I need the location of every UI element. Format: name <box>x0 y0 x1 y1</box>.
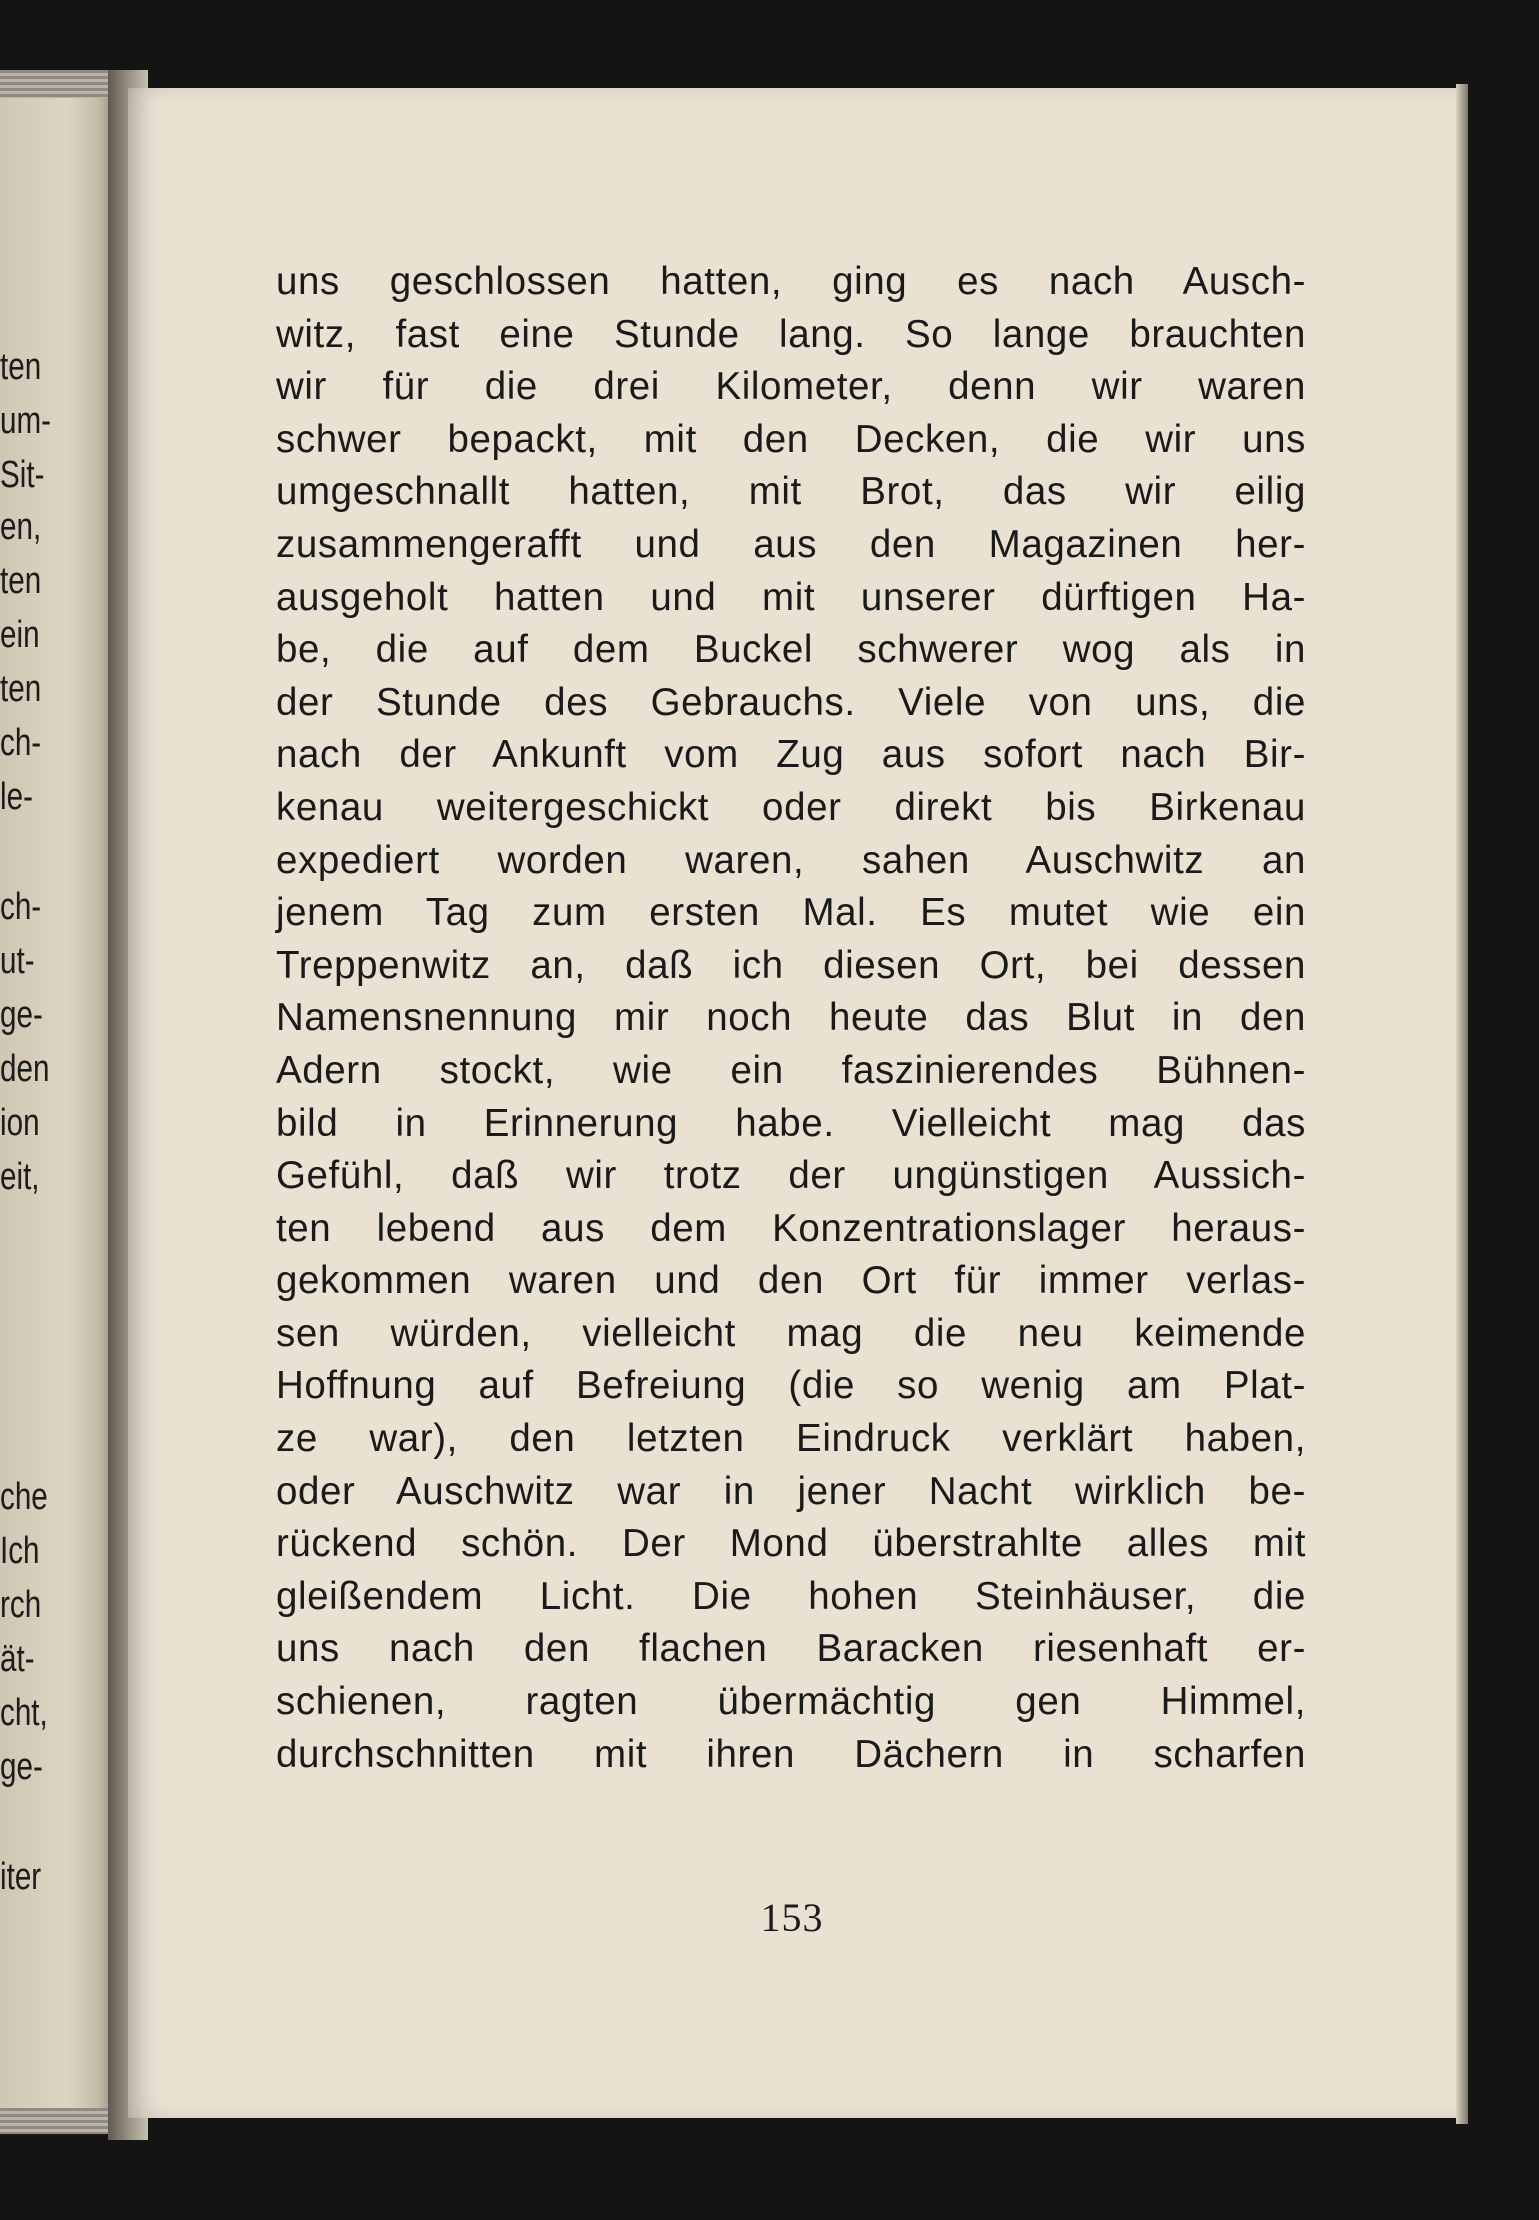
text-line: bild in Erinnerung habe. Vielleicht mag das <box>276 1101 1306 1145</box>
previous-page-fragment: ge- <box>0 1746 43 1788</box>
text-line: ze war), den letzten Eindruck verklärt haben, <box>276 1417 1306 1461</box>
text-line: nach der Ankunft vom Zug aus sofort nach Bir- <box>276 733 1306 777</box>
text-line: gleißendem Licht. Die hohen Steinhäuser, die <box>276 1574 1306 1618</box>
page-stack-edge-top <box>0 70 122 98</box>
page-number: 153 <box>760 1895 824 1940</box>
previous-page-fragment: ten <box>0 668 42 710</box>
previous-page-fragment: eit, <box>0 1156 40 1198</box>
previous-page-fragment: ch- <box>0 886 42 928</box>
previous-page-fragment: ten <box>0 560 42 602</box>
previous-page-fragment: ge- <box>0 994 43 1036</box>
text-line: Adern stockt, wie ein faszinierendes Bühnen- <box>276 1048 1306 1092</box>
text-line: uns geschlossen hatten, ging es nach Ausch- <box>276 260 1306 303</box>
text-line: sen würden, vielleicht mag die neu keimende <box>276 1311 1306 1355</box>
previous-page-fragment: ch- <box>0 722 42 764</box>
text-line: Treppenwitz an, daß ich diesen Ort, bei dessen <box>276 943 1306 987</box>
previous-page-fragment: ion <box>0 1102 40 1144</box>
previous-page-fragment: ein <box>0 614 40 656</box>
text-line: zusammengerafft und aus den Magazinen her- <box>276 522 1306 566</box>
text-line: gekommen waren und den Ort für immer verlas- <box>276 1259 1306 1303</box>
text-line: Namensnennung mir noch heute das Blut in den <box>276 996 1306 1040</box>
text-line: ausgeholt hatten und mit unserer dürftigen Ha- <box>276 575 1306 619</box>
previous-page-fragment: rch <box>0 1584 42 1626</box>
previous-page-text-fragments <box>0 348 55 1908</box>
text-line: be, die auf dem Buckel schwerer wog als in <box>276 628 1306 672</box>
text-line: rückend schön. Der Mond überstrahlte alles mit <box>276 1522 1306 1566</box>
previous-page <box>0 78 112 2128</box>
text-line: schienen, ragten übermächtig gen Himmel, <box>276 1680 1306 1724</box>
text-line: jenem Tag zum ersten Mal. Es mutet wie ein <box>276 891 1306 935</box>
text-line: durchschnitten mit ihren Dächern in scharfen <box>276 1732 1306 1776</box>
previous-page-fragment: ät- <box>0 1638 35 1680</box>
previous-page-fragment: le- <box>0 776 33 818</box>
previous-page-fragment: Ich <box>0 1530 40 1572</box>
previous-page-fragment: iter <box>0 1856 42 1898</box>
text-line: schwer bepackt, mit den Decken, die wir uns <box>276 417 1306 461</box>
previous-page-fragment: den <box>0 1048 50 1090</box>
previous-page-fragment: ten <box>0 348 42 388</box>
previous-page-fragment: Sit- <box>0 454 45 496</box>
text-line: uns nach den flachen Baracken riesenhaft er- <box>276 1627 1306 1671</box>
previous-page-fragment: cht, <box>0 1692 48 1734</box>
text-line: expediert worden waren, sahen Auschwitz an <box>276 838 1306 882</box>
text-line: der Stunde des Gebrauchs. Viele von uns, die <box>276 680 1306 724</box>
text-line: umgeschnallt hatten, mit Brot, das wir eilig <box>276 470 1306 514</box>
text-line: Gefühl, daß wir trotz der ungünstigen Aussich- <box>276 1154 1306 1198</box>
page-edge-right <box>1456 84 1468 2124</box>
previous-page-fragment: en, <box>0 506 42 548</box>
text-line: kenau weitergeschickt oder direkt bis Birkenau <box>276 785 1306 829</box>
current-page <box>128 88 1456 2118</box>
text-line: wir für die drei Kilometer, denn wir waren <box>276 365 1306 409</box>
text-line: Hoffnung auf Befreiung (die so wenig am Plat- <box>276 1364 1306 1408</box>
previous-page-fragment: ut- <box>0 940 35 982</box>
previous-page-fragment: um- <box>0 400 52 442</box>
text-line: oder Auschwitz war in jener Nacht wirklich be- <box>276 1469 1306 1513</box>
body-text <box>276 256 1306 1781</box>
previous-page-fragment: che <box>0 1476 48 1518</box>
text-line: ten lebend aus dem Konzentrationslager heraus- <box>276 1206 1306 1250</box>
text-line: witz, fast eine Stunde lang. So lange brauchten <box>276 312 1306 356</box>
